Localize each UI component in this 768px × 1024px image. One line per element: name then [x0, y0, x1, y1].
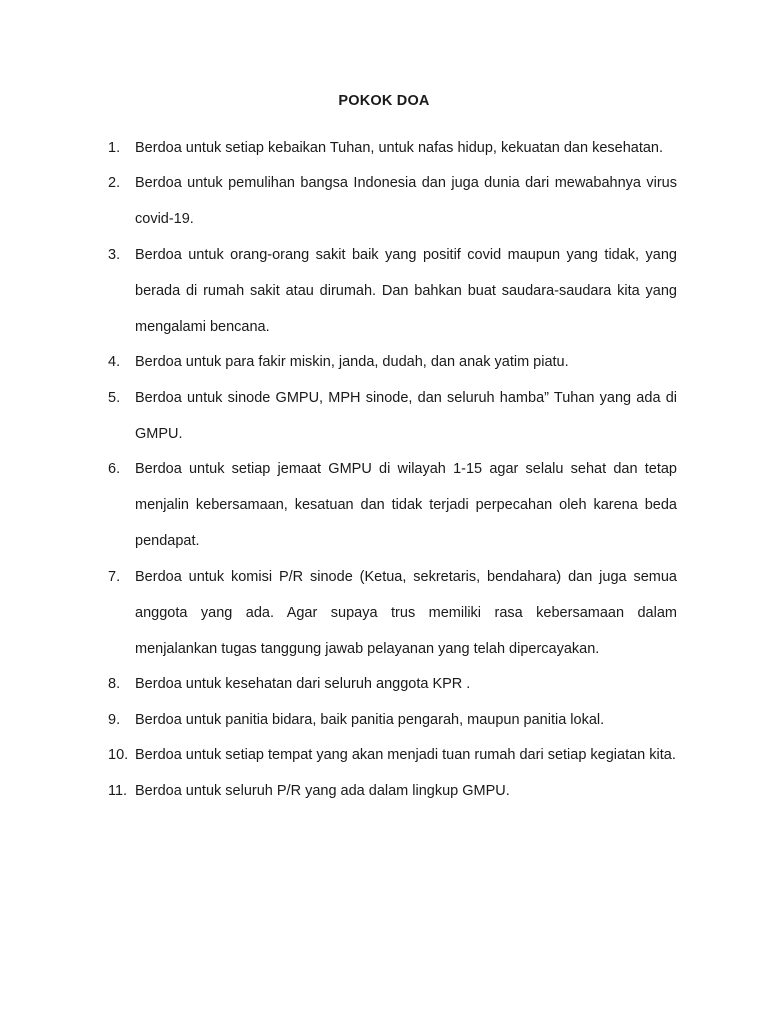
list-item-text: Berdoa untuk sinode GMPU, MPH sinode, dan seluruh hamba” Tuhan yang ada di GMPU.: [135, 389, 677, 442]
list-item: [108, 451, 677, 559]
prayer-list: [108, 130, 677, 809]
list-item-text: Berdoa untuk kesehatan dari seluruh anggota KPR .: [135, 676, 471, 692]
list-item-text: Berdoa untuk para fakir miskin, janda, dudah, dan anak yatim piatu.: [135, 354, 569, 370]
list-item-text: Berdoa untuk pemulihan bangsa Indonesia dan juga dunia dari mewabahnya virus covid-19.: [135, 175, 677, 227]
list-item-number: 9.: [108, 711, 121, 728]
list-item-number: 4.: [108, 354, 121, 370]
list-item-number: 2.: [108, 175, 121, 191]
list-item: [108, 344, 677, 380]
list-item: [108, 237, 677, 345]
list-item-number: 6.: [108, 461, 121, 477]
list-item-number: 10.: [108, 747, 129, 763]
list-item: [108, 130, 677, 166]
list-item-number: 8.: [108, 676, 121, 692]
page-title: POKOK DOA: [338, 93, 430, 109]
list-item-text: Berdoa untuk orang-orang sakit baik yang positif covid maupun yang tidak, yang berada di rumah sakit atau dirumah. Dan bahkan buat saudara-saudara kita yang mengalami bencana.: [135, 246, 677, 335]
list-item-number: 5.: [108, 389, 121, 406]
list-item: [108, 165, 677, 237]
list-item-text: Berdoa untuk setiap kebaikan Tuhan, untuk nafas hidup, kekuatan dan kesehatan.: [135, 139, 664, 156]
list-item-text: Berdoa untuk panitia bidara, baik panitia pengarah, maupun panitia lokal.: [135, 711, 605, 728]
list-item-text: Berdoa untuk seluruh P/R yang ada dalam lingkup GMPU.: [135, 782, 510, 799]
list-item: [108, 773, 677, 809]
list-item-number: 1.: [108, 139, 121, 156]
list-item: [108, 380, 677, 452]
list-item-number: 11.: [108, 782, 128, 799]
list-item: [108, 559, 677, 667]
list-item: [108, 702, 677, 738]
list-item-text: Berdoa untuk setiap jemaat GMPU di wilayah 1-15 agar selalu sehat dan tetap menjalin kebersamaan, kesatuan dan tidak terjadi perpecahan oleh karena beda pendapat.: [135, 461, 677, 549]
list-item: [108, 666, 677, 702]
list-item: [108, 737, 677, 773]
list-item-number: 7.: [108, 568, 121, 585]
list-item-text: Berdoa untuk setiap tempat yang akan menjadi tuan rumah dari setiap kegiatan kita.: [135, 747, 676, 763]
list-item-number: 3.: [108, 246, 121, 263]
list-item-text: Berdoa untuk komisi P/R sinode (Ketua, sekretaris, bendahara) dan juga semua anggota yang ada. Agar supaya trus memiliki rasa kebersamaan dalam menjalankan tugas tanggung jawab pelayanan yang telah dipercayakan.: [135, 568, 677, 657]
